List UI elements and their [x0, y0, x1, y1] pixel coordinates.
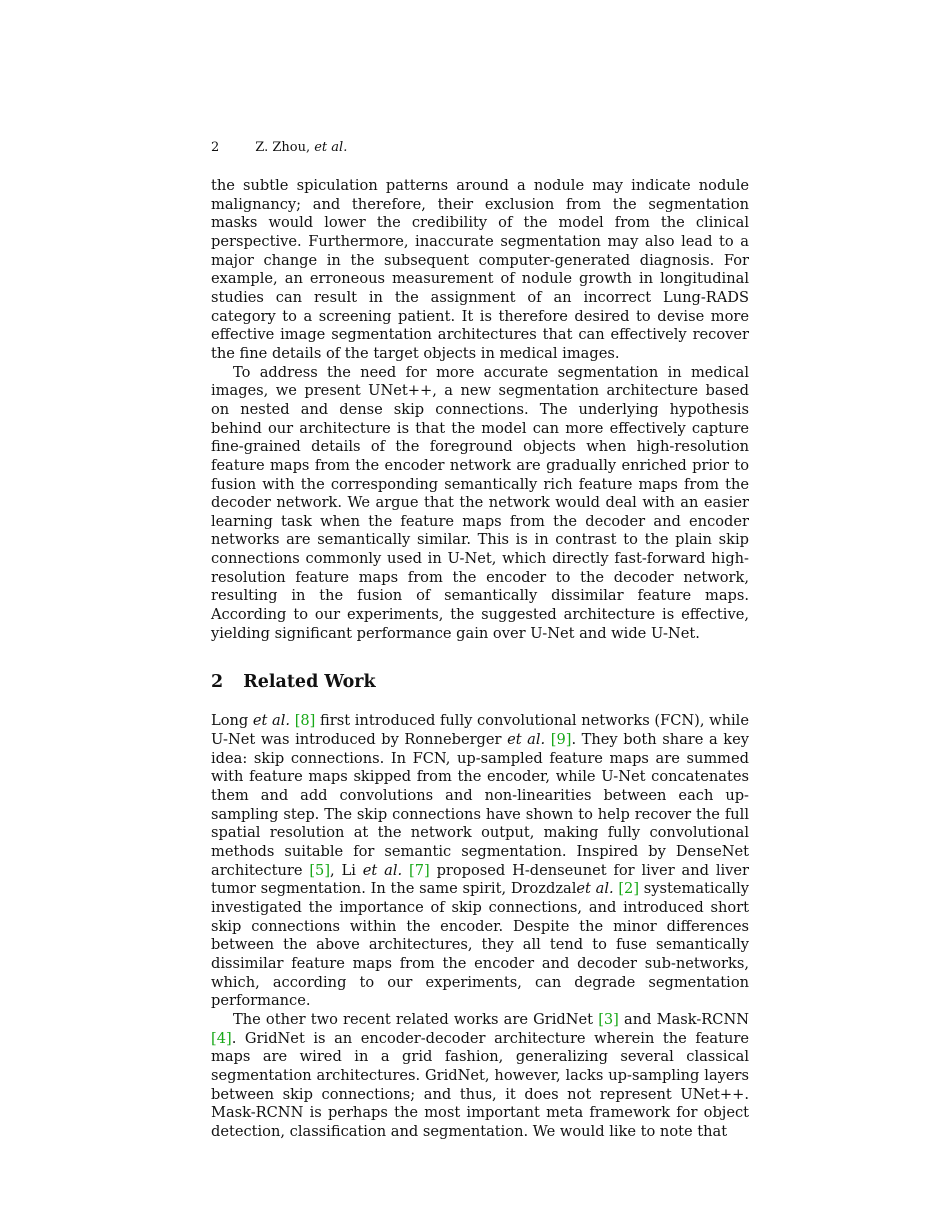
page-number: 2: [211, 140, 220, 155]
citation-link[interactable]: [8]: [294, 712, 316, 730]
citation-link[interactable]: [9]: [550, 731, 572, 749]
citation-link[interactable]: [5]: [309, 861, 331, 879]
paragraph-1: the subtle spiculation patterns around a nodule may indicate nodule malignancy; and therefore, their exclusion from the segmentation masks would lower the credibility of the model from the clinical perspective. Furthermore, inaccurate segmentation may also lead to a major change in the subsequent computer-generated diagnosis. For example, an erroneous measurement of nodule growth in longitudinal studies can result in the assignment of an incorrect Lung-RADS category to a screening patient. It is therefore desired to devise more effective image segmentation architectures that can effectively recover the fine details of the target objects in medical images.: [211, 177, 749, 362]
paragraph-4: The other two recent related works are GridNet [3] and Mask-RCNN [4]. GridNet is an encoder-decoder architecture wherein the feature maps are wired in a grid fashion, generalizing several classical segmentation architectures. GridNet, however, lacks up-sampling layers between skip connections; and thus, it does not represent UNet++. Mask-RCNN is perhaps the most important meta framework for object detection, classification and segmentation. We would like to note that: [211, 1010, 749, 1140]
paragraph-3: Long et al. [8] first introduced fully convolutional networks (FCN), while U-Net was introduced by Ronneberger et al. [9]. They both share a key idea: skip connections. In FCN, up-sampled feature maps are summed with feature maps skipped from the encoder, while U-Net concatenates them and add convolutions and non-linearities between each up-sampling step. The skip connections have shown to help recover the full spatial resolution at the network output, making fully convolutional methods suitable for semantic segmentation. Inspired by DenseNet architecture [5], Li et al. [7] proposed H-denseunet for liver and liver tumor segmentation. In the same spirit, Drozdzalet al. [2] systematically investigated the importance of skip connections, and introduced short skip connections within the encoder. Despite the minor differences between the above architectures, they all tend to fuse semantically dissimilar feature maps from the encoder and decoder sub-networks, which, according to our experiments, can degrade segmentation performance.: [211, 712, 750, 1010]
section-number: 2: [211, 672, 224, 693]
running-head: [211, 140, 749, 155]
paper-page: [211, 140, 749, 1142]
author-line: Z. Zhou, et al.: [255, 140, 348, 155]
citation-link[interactable]: [3]: [598, 1010, 619, 1028]
section-title: Related Work: [243, 672, 376, 693]
citation-link[interactable]: [7]: [409, 861, 430, 879]
citation-link[interactable]: [4]: [211, 1029, 232, 1047]
citation-link[interactable]: [2]: [618, 880, 640, 898]
section-heading: [211, 672, 749, 692]
paragraph-2: To address the need for more accurate segmentation in medical images, we present UNet++, a new segmentation architecture based on nested and dense skip connections. The underlying hypothesis behind our architecture is that the model can more effectively capture fine-grained details of the foreground objects when high-resolution feature maps from the encoder network are gradually enriched prior to fusion with the corresponding semantically rich feature maps from the decoder network. We argue that the network would deal with an easier learning task when the feature maps from the decoder and encoder networks are semantically similar. This is in contrast to the plain skip connections commonly used in U-Net, which directly fast-forward high-resolution feature maps from the encoder to the decoder network, resulting in the fusion of semantically dissimilar feature maps. According to our experiments, the suggested architecture is effective, yielding significant performance gain over U-Net and wide U-Net.: [211, 363, 749, 642]
